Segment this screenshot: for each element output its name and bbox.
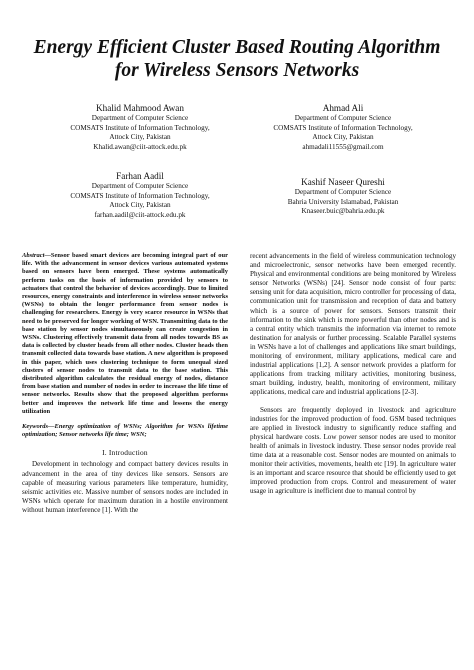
- author-email[interactable]: farhan.aadil@ciit-attock.edu.pk: [94, 210, 186, 219]
- author-name: Farhan Aadil: [116, 171, 164, 181]
- author-department: Department of Computer Science: [294, 114, 392, 122]
- intro-paragraph: Development in technology and compact battery devices results in advancement in the area of tiny devices like sensors. Sensors are capable of measuring various parameters like temperature, humidity, seismic activities etc. Massive number of sensors nodes are included in WSNs which operate for maximum duration in a hostile environment without human interference [1]. With the: [22, 460, 228, 514]
- author-block-1: [40, 102, 240, 152]
- keywords: [22, 423, 228, 439]
- author-block-3: [40, 170, 240, 220]
- body-paragraph-1: recent advancements in the field of wireless communication technology and microelectronic, sensor networks have been emerged recently. Physical and environmental conditions are being monitored by Wireless sensor Networks (WSNs) [24]. Sensor node consist of four parts: sensing unit for data acquisition, micro controller for processing of data, communication unit for transmission and reception of data and battery which is a source of power for sensors. Sensors transmit their information to the sink which is more powerful than other nodes and is a central entity which transmits the information via internet to remote destination for analysis or further processing. Scalable Parallel systems in WSNs have a lot of challenges and applications like smart buildings, monitoring of environment, military applications, medical care and industrial applications [1,2]. A sensor network provides a platform for applications from tracking military activities, monitoring business, smart building, industry, health, monitoring of environment, military applications, medical care and industrial applications [2-3].: [250, 252, 456, 397]
- author-email[interactable]: Knaseer.buic@bahria.edu.pk: [301, 207, 385, 216]
- right-column: [250, 252, 456, 496]
- paper-title: [20, 36, 454, 82]
- section-heading-introduction: I. Introduction: [102, 448, 148, 458]
- title-line-1: Energy Efficient Cluster Based Routing Algorithm: [33, 37, 441, 58]
- body-paragraph-2: Sensors are frequently deployed in livestock and agriculture industries for the improved production of food. GSM based techniques are applied in livestock industry to significantly reduce staffing and physical hardware costs. Low power sensor nodes are used to monitor health of animals in livestock industry. These sensor nodes provide real time data at a reasonable cost. Sensor nodes are mounted on animals to monitor their activities, movements, health etc [19]. In agriculture water is an important and scarce resource that should be efficiently used to get improved production from crops. Control and measurement of water usage in agriculture is inefficient due to manual control by: [250, 405, 456, 496]
- title-line-2: for Wireless Sensors Networks: [114, 60, 360, 81]
- keywords-text: Energy optimization of WSNs; Algorithm for WSNs lifetime optimization; Sensor networks life time; WSN;: [22, 423, 228, 439]
- left-column: [22, 252, 228, 515]
- author-institution: COMSATS Institute of Information Technology,: [70, 123, 210, 132]
- author-institution: COMSATS Institute of Information Technology,: [273, 123, 413, 132]
- abstract-label: Abstract: [22, 252, 45, 259]
- author-department: Department of Computer Science: [91, 182, 189, 190]
- author-city: Attock City, Pakistan: [109, 201, 171, 210]
- author-name: Kashif Naseer Qureshi: [301, 177, 385, 187]
- abstract: [22, 252, 228, 416]
- author-email[interactable]: ahmadali11555@gmail.com: [302, 142, 384, 151]
- author-email[interactable]: Khalid.awan@ciit-attock.edu.pk: [93, 142, 187, 151]
- author-institution: Bahria University Islamabad, Pakistan: [287, 197, 399, 206]
- author-block-4: [238, 176, 448, 217]
- author-block-2: [238, 102, 448, 152]
- author-department: Department of Computer Science: [294, 188, 392, 196]
- author-name: Khalid Mahmood Awan: [96, 103, 184, 113]
- author-city: Attock City, Pakistan: [109, 133, 171, 142]
- author-institution: COMSATS Institute of Information Technology,: [70, 191, 210, 200]
- author-name: Ahmad Ali: [322, 103, 364, 113]
- author-city: Attock City, Pakistan: [312, 133, 374, 142]
- author-department: Department of Computer Science: [91, 114, 189, 122]
- abstract-text: —Sensor based smart devices are becoming integral part of our life. With the advancement in sensor devices various automated systems based on sensors have been emerged. These systems automatically perform tasks on the basis of information provided by sensors to actuators that control the behavior of devices accordingly. Due to limited resources, energy constraints and interference in wireless sensor networks (WSNs) to obtain the longer performance from sensor nodes is challenging for researchers. Energy is very scarce resource in WSNs that need to be preserved for longer working of WSN. Transmitting data to the base station by sensor nodes simultaneously can create congestion in WSNs. Clustering effectively transmit data from all nodes towards BS as data is collected by cluster heads from all other nodes. Cluster heads then transmit collected data towards base station. A new algorithm is proposed in this paper, which uses clustering technique to form unequal sized clusters of sensor nodes to transmit data to the base station. This distributed algorithm calculates the residual energy of nodes, distance from base station and number of nodes in order to increase the life time of sensor networks. Results show that the proposed algorithm performs better and improves the network life time and lessens the energy utilization: [22, 252, 228, 415]
- keywords-label: Keywords—: [22, 423, 55, 431]
